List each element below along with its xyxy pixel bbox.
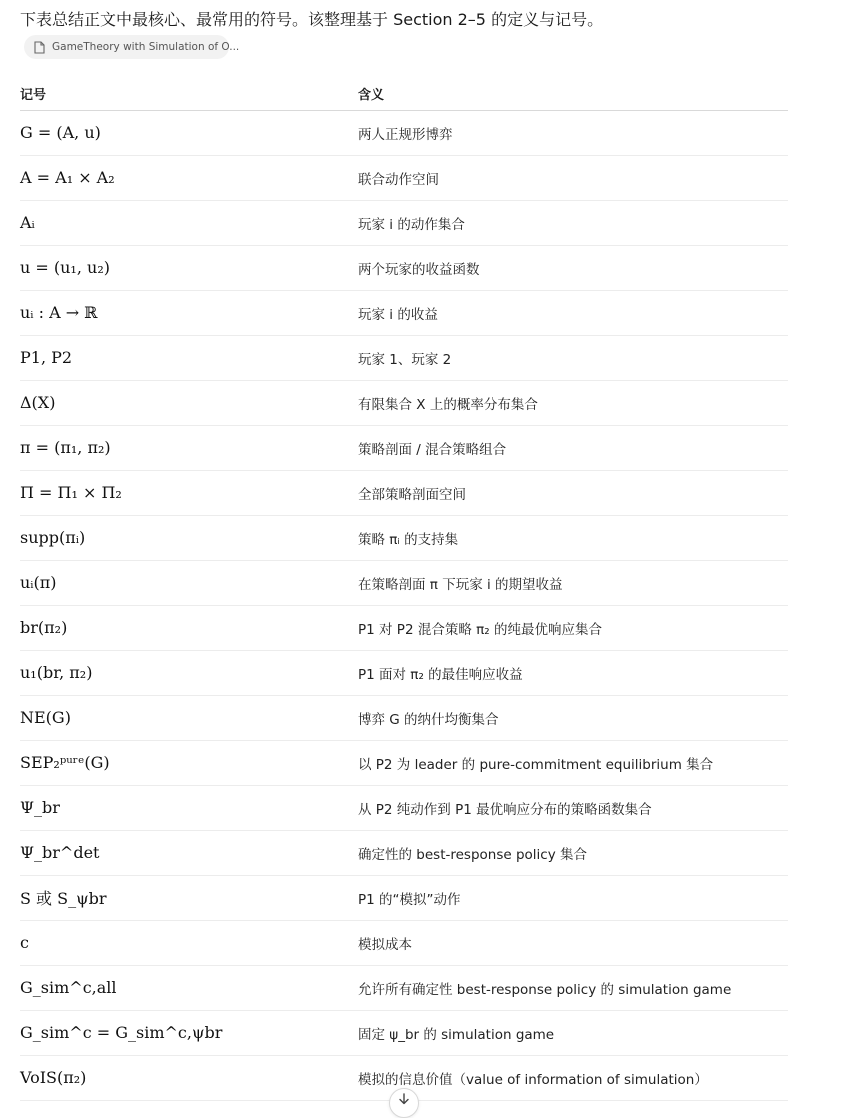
- symbol-cell: NE(G): [20, 695, 358, 740]
- table-row: [20, 155, 788, 200]
- table-row: [20, 335, 788, 380]
- symbol-cell: c: [20, 920, 358, 965]
- table-row: [20, 830, 788, 875]
- table-row: [20, 605, 788, 650]
- table-row: [20, 245, 788, 290]
- source-chip-label: GameTheory with Simulation of O...: [52, 41, 240, 53]
- symbol-cell: π = (π₁, π₂): [20, 425, 358, 470]
- table-row: [20, 965, 788, 1010]
- meaning-cell: 玩家 i 的收益: [358, 290, 788, 335]
- header-symbol: 记号: [20, 78, 358, 110]
- symbol-cell: br(π₂): [20, 605, 358, 650]
- symbol-cell: u = (u₁, u₂): [20, 245, 358, 290]
- notation-table: [20, 78, 788, 1101]
- symbol-cell: Aᵢ: [20, 200, 358, 245]
- table-row: [20, 560, 788, 605]
- table-row: [20, 695, 788, 740]
- table-row: [20, 200, 788, 245]
- symbol-cell: u₁(br, π₂): [20, 650, 358, 695]
- table-row: [20, 110, 788, 155]
- symbol-cell: SEP₂ᵖᵘʳᵉ(G): [20, 740, 358, 785]
- arrow-down-icon: [398, 1093, 410, 1105]
- document-icon: [34, 41, 45, 54]
- meaning-cell: 联合动作空间: [358, 155, 788, 200]
- meaning-cell: 有限集合 X 上的概率分布集合: [358, 380, 788, 425]
- scroll-to-bottom-button[interactable]: [389, 1088, 419, 1118]
- table-row: [20, 740, 788, 785]
- symbol-cell: G_sim^c,all: [20, 965, 358, 1010]
- meaning-cell: 确定性的 best-response policy 集合: [358, 830, 788, 875]
- table-header-row: [20, 78, 788, 110]
- symbol-cell: A = A₁ × A₂: [20, 155, 358, 200]
- symbol-cell: uᵢ(π): [20, 560, 358, 605]
- symbol-cell: Ψ_br: [20, 785, 358, 830]
- table-row: [20, 425, 788, 470]
- table-row: [20, 785, 788, 830]
- meaning-cell: 模拟成本: [358, 920, 788, 965]
- symbol-cell: uᵢ : A → ℝ: [20, 290, 358, 335]
- meaning-cell: 玩家 i 的动作集合: [358, 200, 788, 245]
- meaning-cell: 允许所有确定性 best-response policy 的 simulation game: [358, 965, 788, 1010]
- symbol-cell: Δ(X): [20, 380, 358, 425]
- meaning-cell: 玩家 1、玩家 2: [358, 335, 788, 380]
- symbol-cell: G_sim^c = G_sim^c,ψbr: [20, 1010, 358, 1055]
- meaning-cell: P1 的“模拟”动作: [358, 875, 788, 920]
- table-row: [20, 515, 788, 560]
- table-row: [20, 875, 788, 920]
- symbol-cell: Π = Π₁ × Π₂: [20, 470, 358, 515]
- symbol-cell: S 或 S_ψbr: [20, 875, 358, 920]
- symbol-cell: P1, P2: [20, 335, 358, 380]
- meaning-cell: 从 P2 纯动作到 P1 最优响应分布的策略函数集合: [358, 785, 788, 830]
- table-row: [20, 290, 788, 335]
- meaning-cell: 两个玩家的收益函数: [358, 245, 788, 290]
- meaning-cell: 博弈 G 的纳什均衡集合: [358, 695, 788, 740]
- table-row: [20, 380, 788, 425]
- meaning-cell: 策略剖面 / 混合策略组合: [358, 425, 788, 470]
- meaning-cell: 固定 ψ_br 的 simulation game: [358, 1010, 788, 1055]
- intro-text: 下表总结正文中最核心、最常用的符号。该整理基于 Section 2–5 的定义与记号。: [20, 10, 604, 29]
- symbol-cell: supp(πᵢ): [20, 515, 358, 560]
- header-meaning: 含义: [358, 78, 788, 110]
- meaning-cell: P1 对 P2 混合策略 π₂ 的纯最优响应集合: [358, 605, 788, 650]
- meaning-cell: 模拟的信息价值（value of information of simulation）: [358, 1055, 788, 1100]
- meaning-cell: 两人正规形博弈: [358, 110, 788, 155]
- meaning-cell: 以 P2 为 leader 的 pure-commitment equilibrium 集合: [358, 740, 788, 785]
- meaning-cell: P1 面对 π₂ 的最佳响应收益: [358, 650, 788, 695]
- meaning-cell: 全部策略剖面空间: [358, 470, 788, 515]
- meaning-cell: 在策略剖面 π 下玩家 i 的期望收益: [358, 560, 788, 605]
- symbol-cell: Ψ_br^det: [20, 830, 358, 875]
- table-row: [20, 650, 788, 695]
- symbol-cell: G = (A, u): [20, 110, 358, 155]
- meaning-cell: 策略 πᵢ 的支持集: [358, 515, 788, 560]
- table-row: [20, 470, 788, 515]
- source-chip[interactable]: [24, 35, 240, 59]
- table-row: [20, 1010, 788, 1055]
- table-body: [20, 110, 788, 1100]
- symbol-cell: VoIS(π₂): [20, 1055, 358, 1100]
- table-row: [20, 920, 788, 965]
